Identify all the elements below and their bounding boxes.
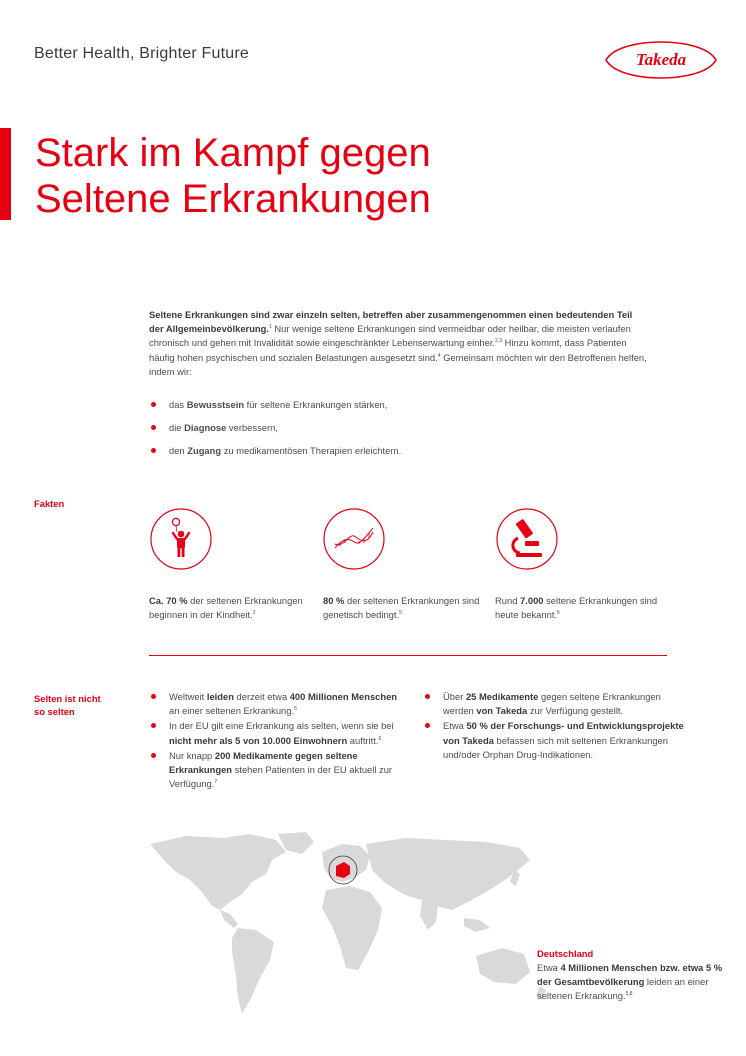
- text: derzeit etwa: [233, 691, 290, 702]
- page-title: [35, 130, 431, 222]
- intro-text: Gemeinsam möchten wir den Betroffenen helfen, indem wir:: [149, 351, 647, 377]
- text: Über: [443, 691, 466, 702]
- ref: 5,8: [625, 991, 633, 998]
- text-bold: 7.000: [520, 595, 544, 606]
- section-label-rare: [34, 692, 101, 718]
- text: gegen seltene Erkrankungen werden: [443, 691, 661, 717]
- text-bold: 400 Millionen Menschen: [289, 691, 398, 702]
- intro-text: Nur wenige seltene Erkrankungen sind vermeidbar oder heilbar, die meisten verlaufen chronisch und gehen mit Invalidität sowie eingeschränkter Lebenserwartung einher.: [149, 323, 631, 349]
- text: der seltenen Erkrankungen sind genetisch bedingt.: [323, 595, 480, 621]
- text: Weltweit: [169, 691, 207, 702]
- text: zur Verfügung gestellt.: [527, 705, 624, 717]
- title-line-1: Stark im Kampf gegen: [35, 131, 431, 175]
- world-map-icon: [146, 830, 566, 1020]
- dna-helix-icon: [323, 508, 385, 570]
- title-accent-bar: [0, 128, 11, 220]
- ref: 7: [214, 779, 218, 786]
- text: Etwa: [443, 720, 467, 732]
- text: leiden an einer seltenen Erkrankung.: [537, 976, 709, 1002]
- rare-facts-left: [149, 690, 409, 792]
- list-item: [149, 444, 649, 467]
- label-line: Selten ist nicht: [34, 693, 101, 704]
- germany-title: Deutschland: [537, 948, 594, 959]
- label-line: so selten: [34, 706, 75, 717]
- text: befassen sich mit seltenen Erkrankungen und/oder Orphan Drug-Indikationen.: [443, 734, 668, 760]
- intro-lead: Seltene Erkrankungen sind zwar einzeln selten, betreffen aber zusammengenommen einen bedeutenden Teil der Allgemeinbevölkerung.: [149, 309, 633, 335]
- ref: 2: [252, 610, 256, 617]
- text: seltene Erkrankungen sind heute bekannt.: [495, 595, 658, 621]
- aims-list: [149, 398, 649, 467]
- text: In der EU gilt eine Erkrankung als selten, wenn sie bei: [169, 720, 394, 732]
- microscope-icon: [496, 508, 558, 570]
- list-item: [423, 690, 693, 718]
- text: zu medikamentösen Therapien erleichtern.: [221, 445, 402, 456]
- svg-text:Takeda: Takeda: [635, 50, 687, 69]
- section-divider: [149, 655, 667, 656]
- ref: 6: [378, 735, 382, 742]
- text-bold: Ca. 70 %: [149, 595, 188, 606]
- rare-facts-right: [423, 690, 693, 763]
- text-bold: Diagnose: [184, 422, 227, 433]
- text: die: [169, 422, 185, 433]
- text-bold: Bewusstsein: [186, 399, 245, 410]
- text-bold: 4 Millionen Menschen bzw. etwa 5 % der Gesamtbevölkerung: [537, 962, 723, 988]
- list-item: [149, 398, 649, 421]
- tagline: Better Health, Brighter Future: [34, 45, 249, 62]
- ref: 5: [399, 610, 402, 617]
- intro-paragraph: [149, 308, 649, 379]
- text-bold: Zugang: [187, 445, 222, 456]
- text-bold: 25 Medikamente: [465, 691, 539, 702]
- list-item: [149, 690, 409, 718]
- list-item: [423, 719, 693, 762]
- fact-text-3: [495, 594, 665, 622]
- list-item: [149, 749, 409, 792]
- ref: 5: [557, 610, 560, 617]
- text: an einer seltenen Erkrankung.: [169, 705, 295, 717]
- text: auftritt.: [347, 734, 379, 746]
- list-item: [149, 421, 649, 444]
- text: für seltene Erkrankungen stärken,: [244, 399, 388, 410]
- fact-text-1: [149, 594, 319, 622]
- child-with-balloon-icon: [150, 508, 212, 570]
- takeda-logo: [602, 40, 720, 80]
- title-line-2: Seltene Erkrankungen: [35, 177, 431, 221]
- text-bold: 80 %: [323, 595, 345, 606]
- ref: 2,3: [495, 338, 502, 345]
- germany-text: [537, 961, 727, 1004]
- list-item: [149, 719, 409, 747]
- text: das: [169, 399, 187, 410]
- text: stehen Patienten in der EU aktuell zur Verfügung.: [169, 764, 393, 790]
- text: den: [169, 445, 188, 456]
- text: Etwa: [537, 962, 561, 973]
- text: verbessern,: [226, 422, 278, 433]
- intro-text: Hinzu kommt, dass Patienten häufig hohen psychischen und sozialen Belastungen ausgesetzt sind.: [149, 337, 627, 363]
- text-bold: leiden: [206, 691, 234, 702]
- section-label-facts: Fakten: [34, 498, 65, 509]
- ref: 4: [437, 352, 441, 359]
- text-bold: 200 Medikamente gegen seltene Erkrankungen: [169, 749, 358, 776]
- ref: 5: [294, 706, 297, 713]
- text: Rund: [495, 595, 521, 606]
- fact-text-2: [323, 594, 493, 622]
- text-bold: von Takeda: [476, 705, 528, 717]
- text: der seltenen Erkrankungen beginnen in der Kindheit.: [149, 595, 303, 621]
- text-bold: nicht mehr als 5 von 10.000 Einwohnern: [169, 734, 348, 746]
- text: Nur knapp: [169, 749, 215, 761]
- text-bold: 50 % der Forschungs- und Entwicklungsprojekte von Takeda: [443, 720, 684, 746]
- ref: 1: [269, 324, 272, 331]
